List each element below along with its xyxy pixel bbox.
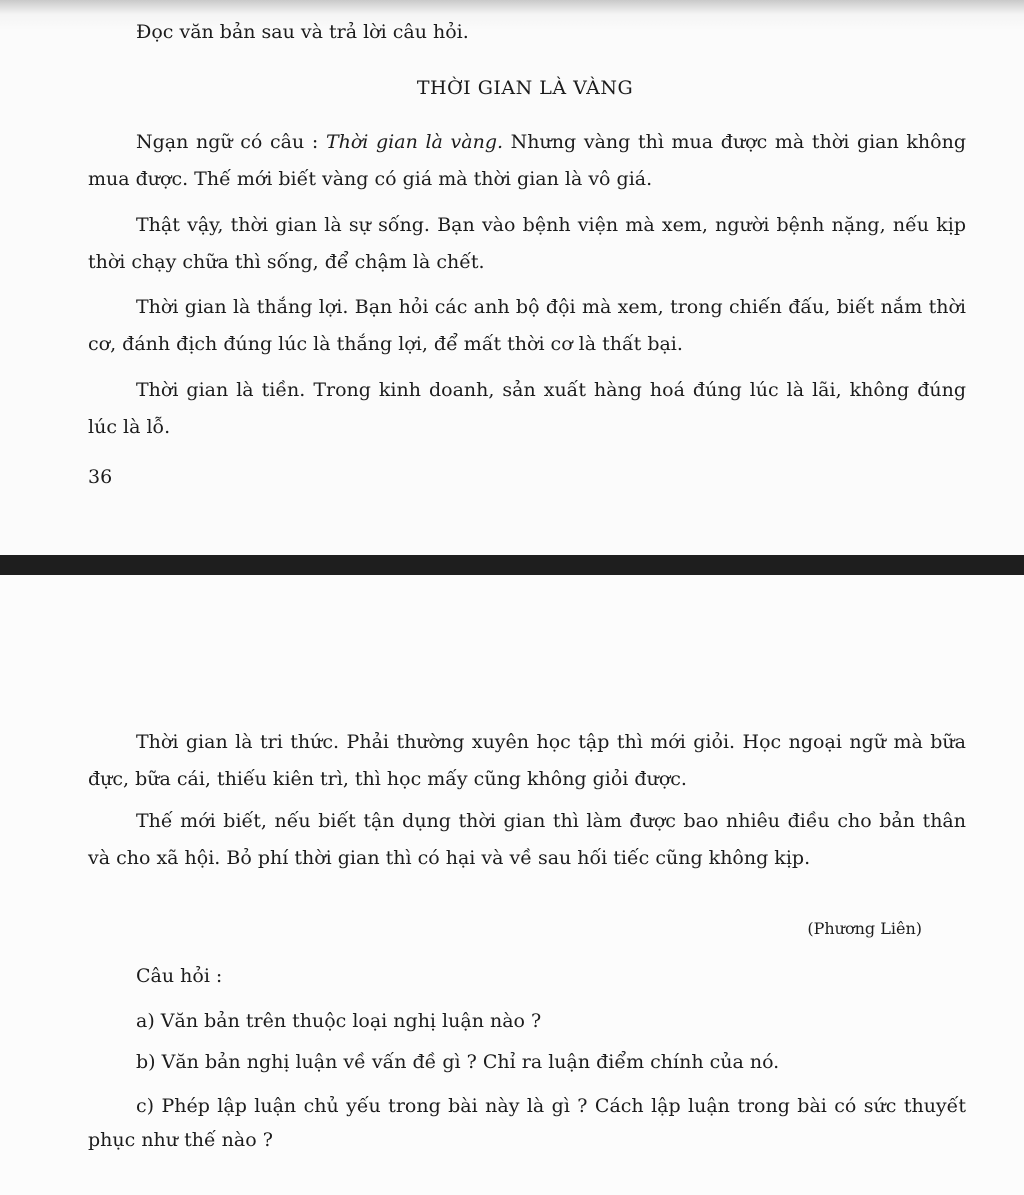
page-number: 36 (88, 466, 113, 488)
paragraph-1-end: Nhưng vàng thì mua được mà thời gian không mua được. Thế mới biết vàng có giá mà thời gian là vô giá. (88, 131, 966, 190)
book-page-top (0, 0, 1024, 555)
paragraph-1-start: Ngạn ngữ có câu : (136, 131, 326, 153)
paragraph-2: Thật vậy, thời gian là sự sống. Bạn vào bệnh viện mà xem, người bệnh nặng, nếu kịp thời chạy chữa thì sống, để chậm là chết. (88, 214, 966, 273)
questions-heading: Câu hỏi : (136, 965, 223, 987)
paragraph-4: Thời gian là tiền. Trong kinh doanh, sản xuất hàng hoá đúng lúc là lãi, không đúng lúc là lỗ. (88, 379, 966, 438)
book-page-bottom (0, 575, 1024, 1195)
document-title: THỜI GIAN LÀ VÀNG (416, 77, 634, 99)
instruction-text: Đọc văn bản sau và trả lời câu hỏi. (136, 21, 469, 43)
author-credit: (Phương Liên) (807, 919, 922, 938)
question-c: c) Phép lập luận chủ yếu trong bài này là gì ? Cách lập luận trong bài có sức thuyết phục như thế nào ? (88, 1095, 966, 1151)
question-b: b) Văn bản nghị luận về vấn đề gì ? Chỉ ra luận điểm chính của nó. (136, 1051, 780, 1073)
paragraph-3: Thời gian là thắng lợi. Bạn hỏi các anh bộ đội mà xem, trong chiến đấu, biết nắm thời cơ, đánh địch đúng lúc là thắng lợi, để mất thời cơ là thất bại. (88, 296, 966, 355)
paragraph-6: Thế mới biết, nếu biết tận dụng thời gian thì làm được bao nhiêu điều cho bản thân và cho xã hội. Bỏ phí thời gian thì có hại và về sau hối tiếc cũng không kịp. (88, 810, 966, 869)
question-a: a) Văn bản trên thuộc loại nghị luận nào ? (136, 1010, 542, 1032)
paragraph-5: Thời gian là tri thức. Phải thường xuyên học tập thì mới giỏi. Học ngoại ngữ mà bữa đực, bữa cái, thiếu kiên trì, thì học mấy cũng không giỏi được. (88, 731, 966, 790)
paragraph-1-quote: Thời gian là vàng. (325, 131, 504, 153)
paragraph-1 (88, 124, 966, 198)
page-divider (0, 555, 1024, 575)
